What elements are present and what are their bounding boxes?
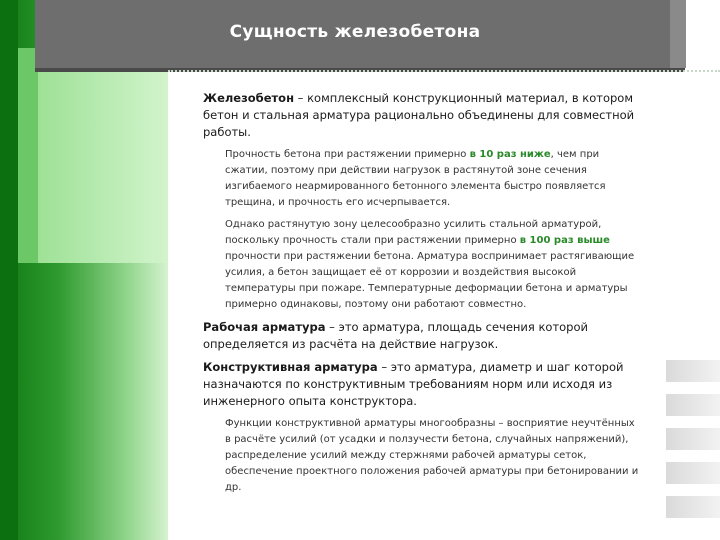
steel-reinforcement-note (225, 217, 643, 313)
structural-reinforcement-functions-note: Функции конструктивной арматуры многообразны – восприятие неучтённых в расчёте усилий (от усадки и ползучести бетона, случайных напряжений), распределение усилий между стержнями рабочей арматуры сеток, обеспечение проектного положения рабочей арматуры при бетонировании и др. (225, 418, 639, 493)
concrete-tension-note (225, 147, 643, 211)
term-working-reinforcement: Рабочая арматура (203, 320, 326, 334)
term-structural-reinforcement: Конструктивная арматура (203, 360, 378, 374)
definition-text: – комплексный конструкционный материал, в котором бетон и стальная арматура рационально объединены для совместной работы. (203, 91, 635, 139)
definition-text: – это арматура, площадь сечения которой определяется из расчёта на действие нагрузок. (203, 320, 588, 351)
note-text: Прочность бетона при растяжении примерно (225, 149, 470, 160)
note-text: Однако растянутую зону целесообразно усилить стальной арматурой, поскольку прочность стали при растяжении примерно (225, 219, 602, 246)
note-text: прочности при растяжении бетона. Арматура воспринимает растягивающие усилия, а бетон защищает её от коррозии и воздействия высокой температуры при пожаре. Температурные деформации бетона и арматуры примерно одинаковы, поэтому они работают совместно. (225, 251, 635, 310)
right-decor-blocks (666, 360, 720, 540)
top-right-corner (686, 0, 720, 72)
left-decor-light-block (38, 48, 168, 263)
right-decor-block (666, 394, 720, 416)
left-decor-mid-block (18, 48, 38, 263)
right-decor-block (666, 428, 720, 450)
note-text: , чем при сжатии, поэтому при действии нагрузок в растянутой зоне сечения изгибаемого неармированного бетонного элемента быстро появляется трещина, и прочность его исчерпывается. (225, 149, 606, 208)
definition-text: – это арматура, диаметр и шаг которой назначаются по конструктивным требованиям норм или исходя из инженерного опыта конструктора. (203, 360, 624, 408)
highlight-100x-higher: в 100 раз выше (519, 235, 610, 246)
right-decor-block (666, 496, 720, 518)
left-decor-dark-strip (0, 0, 18, 540)
right-decor-block (666, 462, 720, 484)
definition-working-reinforcement (203, 319, 643, 353)
definition-reinforced-concrete (203, 90, 643, 141)
slide-content (203, 90, 643, 502)
slide-title: Сущность железобетона (229, 22, 481, 42)
definition-structural-reinforcement (203, 359, 643, 410)
right-decor-block (666, 360, 720, 382)
highlight-10x-lower: в 10 раз ниже (469, 149, 551, 160)
term-reinforced-concrete: Железобетон (203, 91, 295, 105)
